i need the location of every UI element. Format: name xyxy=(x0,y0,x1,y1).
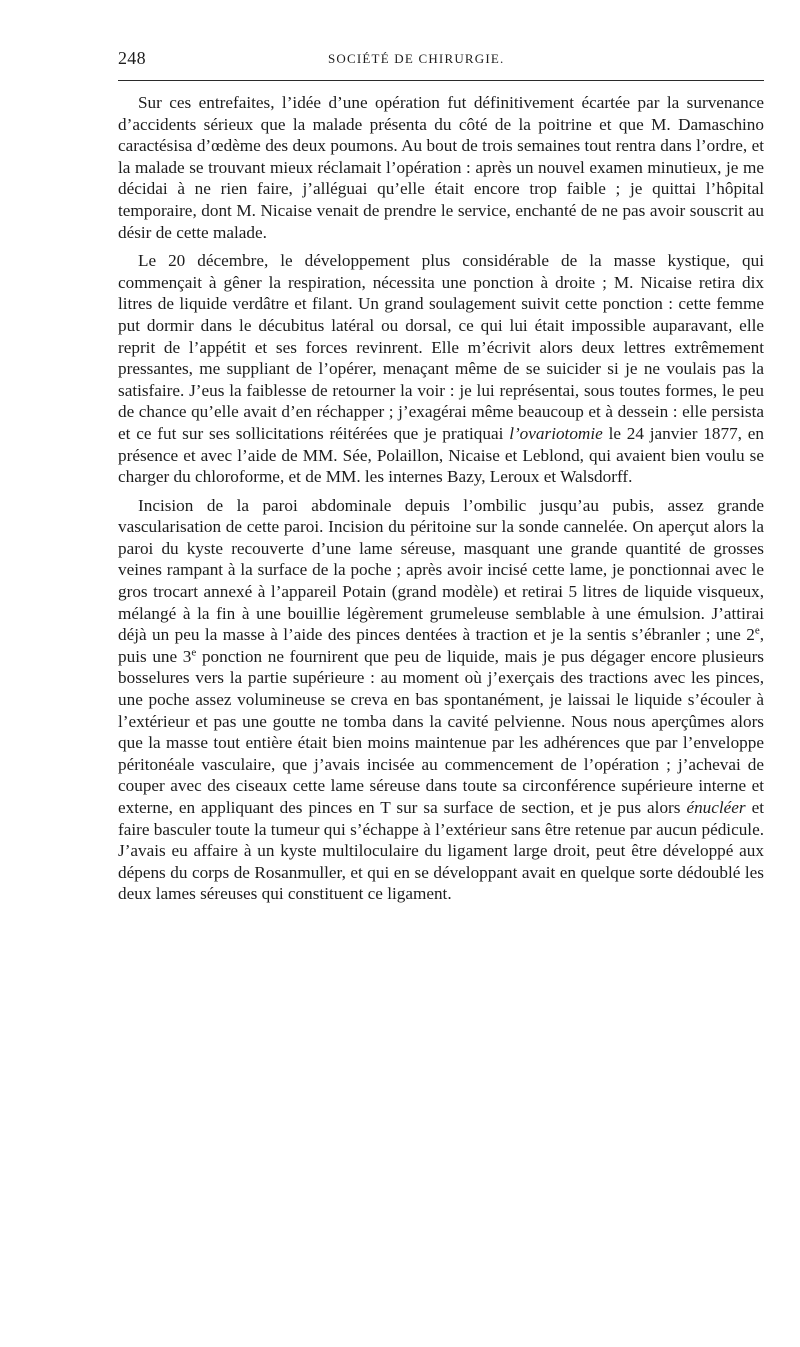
page-header xyxy=(118,48,764,78)
header-rule xyxy=(118,80,764,81)
page-number: 248 xyxy=(118,48,146,68)
paragraph-2-text-b: le 24 janvier 1877, en présence et avec l’aide de MM. Sée, Polaillon, Nicaise et Leblond, qui avaient bien voulu se charger du chloroforme, et de MM. les internes Bazy, Leroux et Walsdorff. xyxy=(118,423,764,487)
paragraph-3-text-a: Incision de la paroi abdominale depuis l’ombilic jusqu’au pubis, assez grande vascularisation de cette paroi. Incision du péritoine sur la sonde cannelée. On aperçut alors la paroi du kyste recouverte d’une lame séreuse, masquant une grande quantité de grosses veines rampant à la surface de la poche ; après avoir incisé cette lame, je ponctionnai avec le gros trocart annexé à l’appareil Potain (grand modèle) et retirai 5 litres de liquide visqueux, mélangé à la fin à une bouillie légèrement grumeleuse semblable à une émulsion. J’attirai déjà un peu la masse à l’aide des pinces dentées à traction et je la sentis s’ébranler ; une 2 xyxy=(118,495,764,645)
paragraph-3-text-c: ponction ne fournirent que peu de liquide, mais je pus dégager encore plusieurs bosselures vers la partie supérieure : au moment où j’exerçais des tractions avec les pinces, une poche assez volumineuse se creva en bas spontanément, je laissai le liquide s’écouler à l’extérieur et pas une goutte ne tomba dans la cavité pelvienne. Nous nous aperçûmes alors que la masse tout entière était bien moins maintenue par les adhérences que par l’enveloppe péritonéale vasculaire, que j’avais incisée au commencement de l’opération ; j’achevai de couper avec des ciseaux cette lame séreuse dans toute sa circonférence supérieure interne et externe, en appliquant des pinces en T sur sa surface de section, et je pus alors xyxy=(118,646,764,817)
paragraph-3-text-d: et faire basculer toute la tumeur qui s’échappe à l’extérieur sans être retenue par aucun pédicule. J’avais eu affaire à un kyste multiloculaire du ligament large droit, peut être développé aux dépens du corps de Rosanmuller, et qui en se développant avait en quelque sorte dédoublé les deux lames séreuses qui constituent ce ligament. xyxy=(118,798,765,904)
paragraph-3-text-b: , puis une 3 xyxy=(118,625,764,666)
ordinal-superscript-1: e xyxy=(754,624,760,637)
paragraph-3 xyxy=(118,495,764,905)
paragraph-1: Sur ces entrefaites, l’idée d’une opération fut définitivement écartée par la survenance d’accidents sérieux que la malade présenta du côté de la poitrine et que M. Damaschino caractésisa d’œdème des deux poumons. Au bout de trois semaines tout rentra dans l’ordre, et la malade se trouvant mieux réclamait l’opération : après un nouvel examen minutieux, je me décidai à ne rien faire, j’alléguai qu’elle était encore trop faible ; je quittai l’hôpital temporaire, dont M. Nicaise venait de prendre le service, enchanté de ne pas avoir souscrit au désir de cette malade. xyxy=(118,93,764,242)
paragraph-3-italic: énucléer xyxy=(686,798,746,817)
ordinal-superscript-2: e xyxy=(191,646,197,659)
paragraph-2-italic: l’ovariotomie xyxy=(509,423,603,443)
running-head: SOCIÉTÉ DE CHIRURGIE. xyxy=(328,51,505,66)
body-text xyxy=(118,92,764,905)
paragraph-2-text-a: Le 20 décembre, le développement plus considérable de la masse kystique, qui commençait à gêner la respiration, nécessita une ponction à droite ; M. Nicaise retira dix litres de liquide verdâtre et filant. Un grand soulagement suivit cette ponction : cette femme put dormir dans le décubitus latéral ou dorsal, ce qui lui était impossible auparavant, elle reprit de l’appétit et ses forces revinrent. Elle m’écrivit alors deux lettres extrêmement pressantes, me suppliant de l’opérer, menaçant même de se suicider si je ne voulais pas la satisfaire. J’eus la faiblesse de retourner la voir : je lui représentai, sous toutes formes, le peu de chance qu’elle avait d’en réchapper ; j’exagérai même beaucoup et à dessein : elle persista et ce fut sur ses sollicitations réitérées que je pratiquai xyxy=(118,251,764,443)
paragraph-2 xyxy=(118,250,764,488)
